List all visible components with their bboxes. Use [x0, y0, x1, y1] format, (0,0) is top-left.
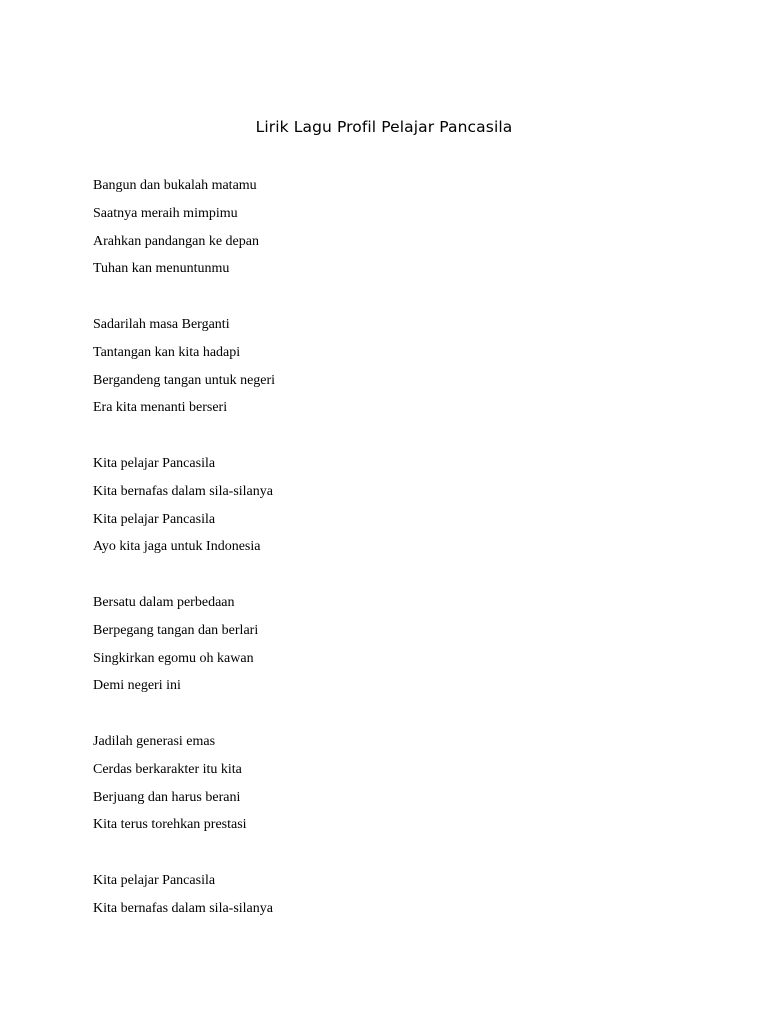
lyric-line: Kita pelajar Pancasila — [93, 455, 216, 471]
lyric-line: Bersatu dalam perbedaan — [93, 594, 235, 610]
lyric-line: Sadarilah masa Berganti — [93, 316, 230, 332]
lyric-line: Saatnya meraih mimpimu — [93, 205, 238, 221]
stanza-5 — [93, 732, 693, 843]
lyric-line: Jadilah generasi emas — [93, 733, 216, 749]
stanza-6 — [93, 871, 693, 927]
stanza-1 — [93, 176, 693, 287]
lyric-line: Kita pelajar Pancasila — [93, 872, 216, 888]
lyric-line: Arahkan pandangan ke depan — [93, 233, 259, 249]
lyric-line: Kita bernafas dalam sila-silanya — [93, 483, 273, 499]
document-title: Lirik Lagu Profil Pelajar Pancasila — [255, 118, 513, 136]
lyric-line: Berjuang dan harus berani — [93, 789, 241, 805]
lyric-line: Tuhan kan menuntunmu — [93, 261, 230, 277]
lyric-line: Kita terus torehkan prestasi — [93, 817, 247, 833]
lyric-line: Era kita menanti berseri — [93, 400, 228, 416]
lyric-line: Tantangan kan kita hadapi — [93, 344, 241, 360]
lyrics-body — [93, 176, 693, 954]
stanza-4 — [93, 593, 693, 704]
lyric-line: Bergandeng tangan untuk negeri — [93, 372, 276, 388]
lyric-line: Berpegang tangan dan berlari — [93, 622, 259, 638]
lyric-line: Cerdas berkarakter itu kita — [93, 761, 242, 777]
lyric-line: Kita bernafas dalam sila-silanya — [93, 900, 273, 916]
lyric-line: Singkirkan egomu oh kawan — [93, 650, 254, 666]
stanza-2 — [93, 315, 693, 426]
lyric-line: Kita pelajar Pancasila — [93, 511, 216, 527]
lyric-line: Bangun dan bukalah matamu — [93, 178, 257, 193]
lyric-line: Ayo kita jaga untuk Indonesia — [93, 539, 261, 555]
lyric-line: Demi negeri ini — [93, 678, 181, 694]
stanza-3 — [93, 454, 693, 565]
